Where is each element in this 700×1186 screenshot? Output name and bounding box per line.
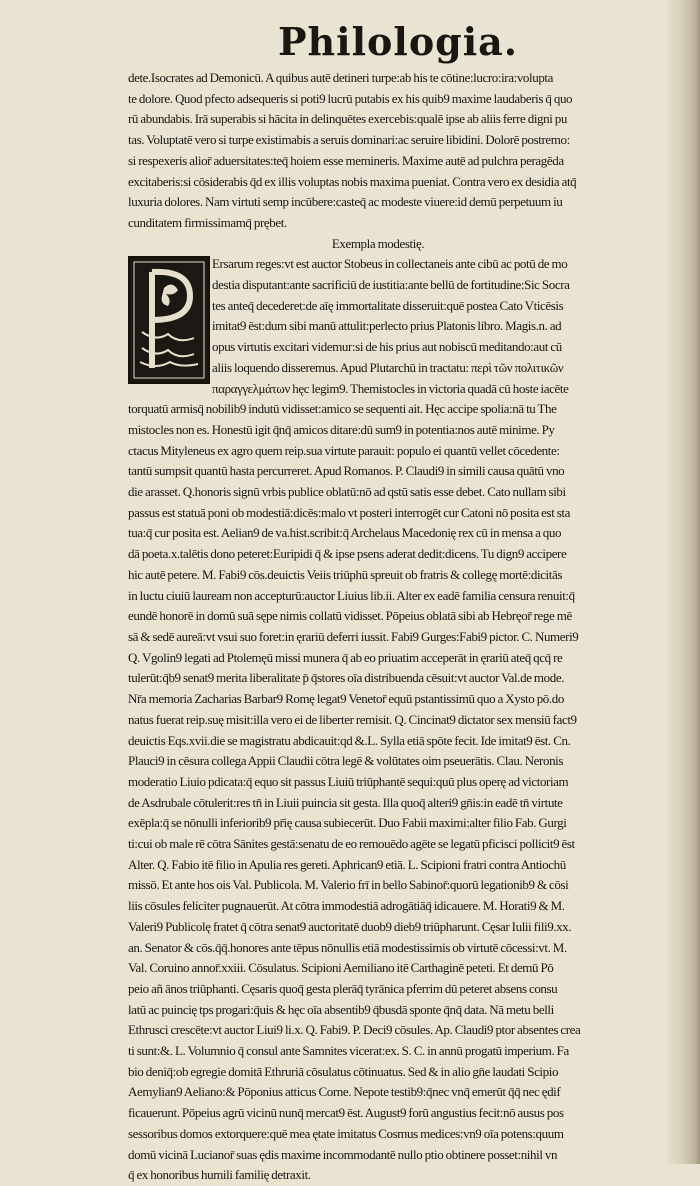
text-line: te dolore. Quod pfecto adsequeris si poti9 lucrū putabis ex his quib9 maxime laudaberis q̄ quo xyxy=(128,90,573,106)
body-text xyxy=(128,68,668,1186)
text-line: hic autē petere. M. Fabi9 cōs.deuictis Veiis triūphū spreuit ob fratris & collegę mortē:dicitās xyxy=(128,566,562,582)
text-line: in luctu ciuiū lauream non accepturū:auctor Liuius lib.ii. Alter ex eadē familia censura renuit:q̄ xyxy=(128,587,575,603)
text-line: Ethrusci crescēte:vt auctor Liui9 li.x. Q. Fabi9. P. Deci9 cōsules. Ap. Claudi9 ptor absentes crea xyxy=(128,1022,581,1038)
binding-gutter xyxy=(666,0,700,1164)
text-line: Plauci9 in cēsura collega Appii Claudii cōtra legē & volūtates oim pseuerātis. Clau. Neronis xyxy=(128,753,564,769)
text-line: missō. Et ante hos ois Val. Publicola. M. Valerio frī in bello Sabinor̄:quorū legationib9 & cōsi xyxy=(128,877,569,893)
text-line: aliis loquendo disseremus. Apud Plutarchū in tractatu: περὶ τῶν πολιτικῶν xyxy=(212,359,564,375)
section-subheading: Exempla modestię. xyxy=(331,235,425,251)
text-line: destia disputant:ante sacrificiū de iustitia:ante bellū de fortitudine:Sic Socra xyxy=(212,277,570,293)
text-line: q̄ ex honoribus humili familię detraxit. xyxy=(128,1167,311,1183)
text-line: moderatio Liuio pdicata:q̄ equo sit passus Liuiū triūphantē sequi:quū plus operę ad victoriam xyxy=(128,773,569,789)
text-line: rū abundabis. Irā superabis si hācita in delinquētes exercebis:qualē ipse ab aliis ferre digni pu xyxy=(128,111,568,127)
text-line: tas. Voluptatē vero si turpe existimabis a seruis dominari:ac seruire libidini. Dolorē postremo: xyxy=(128,132,570,148)
text-line: sā & sedē aureā:vt vsui suo foret:in ęrariū deferri iussit. Fabi9 Gurges:Fabi9 pictor. C. Numeri9 xyxy=(128,628,579,644)
text-line: excitaberis:si cōsiderabis q̄d ex illis voluptas nobis maxima pueniat. Contra vero ex desidia atq̄ xyxy=(128,173,577,189)
text-line: natus fuerat reip.suę misit:illa vero ei de liberter remisit. Q. Cincinat9 dictator sex mensiū fact9 xyxy=(128,711,577,727)
text-line: Val. Coruino annor̄.xxiii. Cōsulatus. Scipioni Aemiliano itē Carthaginē peteti. Et demū Pō xyxy=(128,960,554,976)
text-line: tes anteq̄ decederet:de aīę immortalitate disseruit:quē postea Cato Vticēsis xyxy=(212,297,564,313)
text-line: tua:q̄ cur posita est. Aelian9 de va.hist.scribit:q̄ Archelaus Macedonię rex cū in mensa a quo xyxy=(128,525,562,541)
initial-paragraph xyxy=(128,254,668,399)
text-line: imitat9 ēst:dum sibi manū attulit:perlecto prius Platonis libro. Magis.n. ad xyxy=(212,318,562,334)
text-line: Valeri9 Publicolę fratet q̄ cōtra senat9 auctoritatē duob9 dieb9 triūpharunt. Cęsar Iulii fili9.xx. xyxy=(128,918,572,934)
text-line: die arasset. Q.honoris signū vrbis publice oblatū:nō ad qstū satis esse debet. Cato nullam sibi xyxy=(128,484,566,500)
text-line: domū vicinā Lucianor̄ suas ędis maxime incommodantē nullo ptio obtinere posset:nihil vn xyxy=(128,1146,558,1162)
text-line: bio deniq̄:ob egregie domitā Ethruriā cōsulatus cōtinuatus. Sed & in alio gn̄e laudati Scipio xyxy=(128,1063,559,1079)
text-line: ficauerunt. Pōpeius agrū vicinū nunq̄ mercat9 ēst. August9 forū angustius fecit:nō ausus pos xyxy=(128,1105,564,1121)
text-line: tantū sumpsit quantū hasta percurreret. Apud Romanos. P. Claudi9 in simili causa quātū vno xyxy=(128,463,565,479)
text-line: ctacus Mityleneus ex agro quem reip.sua virtute parauit: populo ei quantū vellet cōcedente: xyxy=(128,442,560,458)
text-line: luxuria dolores. Nam virtuti semp incūbere:casteq̄ ac modeste viuere:id demū perpetuum iu xyxy=(128,194,563,210)
text-line: cunditatem firmissimamq̄ prębet. xyxy=(128,214,287,230)
text-line: Q. Vgolin9 legati ad Ptolemęū missi munera q̄ ab eo priuatim acceperāt in ęrariū ateq̄ qcq̄ re xyxy=(128,649,563,665)
text-line: ti sunt:&. L. Volumnio q̄ consul ante Samnites vicerat:ex. S. C. in annū progatū imperium. Fa xyxy=(128,1043,569,1059)
text-line: eundē honorē in domū suā sępe nimis collatū vidisset. Pōpeius oblatā sibi ab Hebręor̄ rege mē xyxy=(128,608,572,624)
text-line: Alter. Q. Fabio itē filio in Apulia res gereti. Aphrican9 etiā. L. Scipioni fratri contra Antiochū xyxy=(128,856,566,872)
text-line: si respexeris alior̄ aduersitates:teq̄ hoiem esse memineris. Maxime autē ad pulchra peragēda xyxy=(128,152,564,168)
text-line: peio añ ānos triūphanti. Cęsaris quoq̄ gesta plerāq̄ tyrānica pferrim dū peteret absens consu xyxy=(128,980,558,996)
text-line: Aemylian9 Aeliano:& Pōponius atticus Corne. Nepote testib9:q̄nec vnq̄ emerūt q̄q̄ nec ędif xyxy=(128,1084,561,1100)
page-title: Philologia. xyxy=(277,19,519,64)
text-line: liis cōsules feliciter pugnauerūt. At cōtra immodestiā adrogātiāq̄ idicauere. M. Horati9 & M. xyxy=(128,898,565,914)
text-line: mistocles non es. Honestū igit q̄nq̄ amicos ditare:dū sum9 in potentia:nos autē minime. Py xyxy=(128,421,555,437)
text-line: ti:cui ob male rē cōtra Sānites gestā:senatu de eo remouēdo agēte se legatū pficisci pollicit9 ēst xyxy=(128,836,575,852)
text-line: Nr̄a memoria Zacharias Barbar9 Romę legat9 Venetor̄ equū pstantissimū quo a Xysto pō.do xyxy=(128,691,564,707)
text-line: sessoribus domos extorquere:quē mea ętate imitatus Cosmus medices:vn9 oīa potens:quum xyxy=(128,1125,564,1141)
book-page xyxy=(128,19,668,1186)
text-line: torquatū armisq̄ nobilib9 indutū vidisset:amico se sequenti ait. Hęc accipe spolia:nā tu The xyxy=(128,401,557,417)
text-line: Ersarum reges:vt est auctor Stobeus in collectaneis ante cibū ac potū de mo xyxy=(212,256,568,272)
main-paragraph xyxy=(128,399,668,1186)
decorated-initial-p-icon xyxy=(128,256,210,384)
text-line: de Asdrubale cōtulerit:res tn̄ in Liuii puincia sit gesta. Illa quoq̄ alteri9 gn̄is:in eadē tn̄ virtute xyxy=(128,794,563,810)
text-line: dete.Isocrates ad Demonicū. A quibus autē detineri turpe:ab his te cōtine:lucro:ira:volupta xyxy=(128,70,554,85)
text-line: deuictis Eqs.xvii.die se magistratu abdicauit:qd &.L. Sylla etiā spōte fecit. Ide imitat9 ēst. Cn. xyxy=(128,732,571,748)
intro-paragraph xyxy=(128,68,668,234)
text-line: passus est statuā poni ob modestiā:dicēs:malo vt posteri interrogēt cur Catoni nō posita est sta xyxy=(128,504,571,520)
text-line: dā poeta.x.talētis dono peteret:Euripidi q̄ & ipse psens aderat dedit:dicens. Tu dign9 accipere xyxy=(128,546,567,562)
text-line: opus virtutis excitari videmur:si de his prius aut nobiscū meditando:aut cū xyxy=(212,339,562,355)
text-line: an. Senator & cōs.q̄q̄.honores ante tēpus nōnullis etiā modestissimis ob virtutē cōcessi:vt. M. xyxy=(128,939,567,955)
text-line: tulerūt:q̄b9 senat9 merita liberalitate p̄ q̄stores oīa distribuenda cēsuit:vt auctor Val.de mode. xyxy=(128,670,565,686)
text-line: latū ac puincię tps progari:q̄uis & hęc oīa absentib9 q̄busdā sponte q̄nq̄ data. Nā metu belli xyxy=(128,1001,554,1017)
text-line: exēpla:q̄ se nōnulli inferiorib9 pr̄ię causa subiecerūt. Duo Fabii maximi:alter filio Fab. Gurgi xyxy=(128,815,567,831)
text-line: παραγγελμάτων hęc legim9. Themistocles in victoria quadā cū hoste iacēte xyxy=(212,380,569,396)
